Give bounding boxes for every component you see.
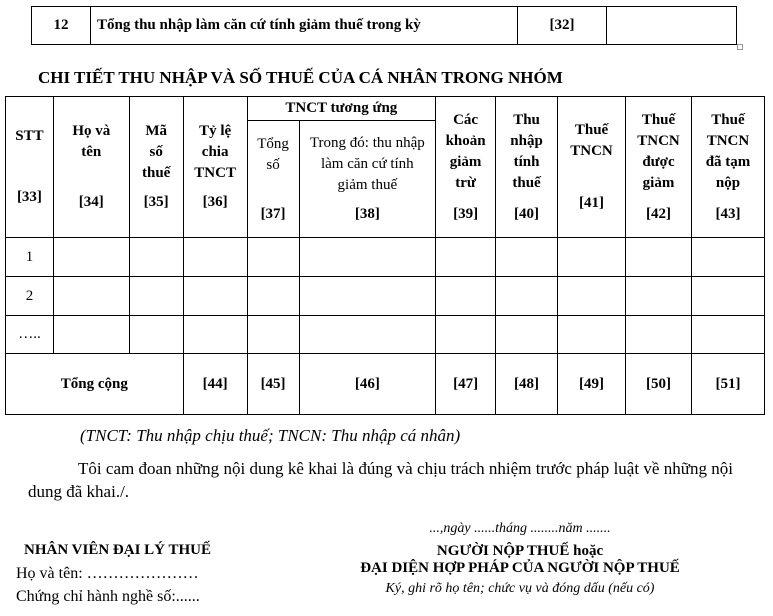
header-tax-code: [129, 97, 183, 238]
header-of-which: [299, 121, 436, 238]
code-33: [33]: [16, 189, 42, 205]
table-row: [6, 238, 765, 277]
header-total: [247, 121, 299, 238]
agent-block: [16, 539, 211, 608]
table-row: [6, 277, 765, 316]
declaration-text: Tôi cam đoan những nội dung kê khai là đúng và chịu trách nhiệm trước pháp luật về những nội dung đã khai./.: [28, 459, 733, 501]
row-code: [32]: [518, 7, 607, 45]
total-code: [45]: [247, 354, 299, 415]
agent-name-line: Họ và tên: …………………: [16, 565, 199, 582]
total-code: [47]: [436, 354, 496, 415]
header-reduced: [626, 97, 692, 238]
total-label: Tổng cộng: [6, 354, 184, 415]
detail-table: [5, 96, 765, 415]
signature-note: Ký, ghi rõ họ tên; chức vụ và đóng dấu (nếu có): [385, 581, 655, 596]
agent-title: NHÂN VIÊN ĐẠI LÝ THUẾ: [24, 542, 211, 558]
header-taxable-label: Thu nhập tính thuế: [510, 111, 543, 191]
header-ratio: [183, 97, 247, 238]
section-title: CHI TIẾT THU NHẬP VÀ SỐ THUẾ CỦA CÁ NHÂN TRONG NHÓM: [38, 68, 563, 87]
header-reduced-label: Thuế TNCN được giảm: [637, 111, 680, 191]
total-code: [50]: [626, 354, 692, 415]
header-deductions-label: Các khoản giảm trừ: [445, 111, 486, 191]
total-code: [44]: [183, 354, 247, 415]
header-name-label: Họ và tên: [72, 123, 111, 160]
row-value[interactable]: [607, 7, 737, 45]
header-prepaid: [691, 97, 764, 238]
header-tnct-group: TNCT tương ứng: [247, 97, 436, 121]
code-40: [40]: [514, 205, 540, 222]
summary-row-table: [31, 6, 737, 45]
header-tax-code-label: Mã số thuế: [142, 123, 171, 181]
header-stt: [6, 97, 54, 238]
code-35: [35]: [143, 194, 169, 210]
header-taxable: [496, 97, 558, 238]
total-row: [6, 354, 765, 415]
header-deductions: [436, 97, 496, 238]
header-stt-label: STT: [15, 128, 44, 144]
payer-block: [320, 521, 720, 597]
header-name: [53, 97, 129, 238]
code-43: [43]: [715, 205, 741, 222]
date-line: ...,ngày ......tháng ........năm .......: [429, 521, 611, 536]
table-resize-handle[interactable]: [737, 44, 743, 50]
header-ratio-label: Tỷ lệ chia TNCT: [194, 123, 236, 181]
code-39: [39]: [453, 205, 479, 222]
row-label: Tổng thu nhập làm căn cứ tính giảm thuế trong kỳ: [91, 7, 518, 45]
code-41: [41]: [579, 195, 605, 211]
row-stt: …..: [6, 316, 54, 354]
total-code: [48]: [496, 354, 558, 415]
table-row: [32, 7, 737, 45]
abbreviation-note: (TNCT: Thu nhập chịu thuế; TNCN: Thu nhập cá nhân): [80, 426, 461, 445]
code-34: [34]: [78, 194, 104, 210]
header-total-label: Tổng số: [257, 135, 289, 173]
total-code: [49]: [558, 354, 626, 415]
row-index: 12: [32, 7, 91, 45]
code-37: [37]: [260, 205, 286, 222]
row-stt: 2: [6, 277, 54, 316]
agent-cert-line: Chứng chỉ hành nghề số:......: [16, 588, 200, 605]
code-36: [36]: [202, 194, 228, 210]
header-of-which-label: Trong đó: thu nhập làm căn cứ tính giảm thuế: [309, 135, 425, 194]
total-code: [51]: [691, 354, 764, 415]
code-38: [38]: [354, 206, 380, 223]
row-stt: 1: [6, 238, 54, 277]
header-prepaid-label: Thuế TNCN đã tạm nộp: [705, 111, 751, 191]
total-code: [46]: [299, 354, 436, 415]
code-42: [42]: [645, 205, 671, 222]
header-pit-label: Thuế TNCN: [570, 122, 613, 159]
header-row: [6, 97, 765, 121]
table-row: [6, 316, 765, 354]
payer-representative-title: ĐẠI DIỆN HỢP PHÁP CỦA NGƯỜI NỘP THUẾ: [360, 560, 680, 576]
payer-title: NGƯỜI NỘP THUẾ hoặc: [436, 543, 604, 559]
header-pit: [558, 97, 626, 238]
